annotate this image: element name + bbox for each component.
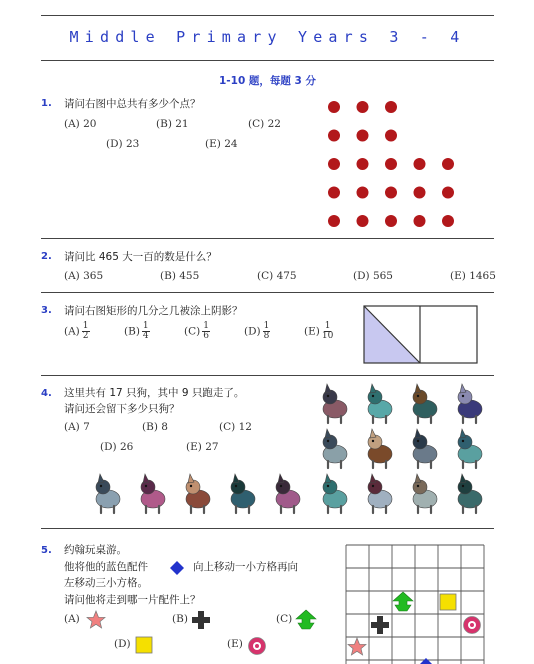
game-board bbox=[346, 545, 484, 664]
q2-option-c[interactable]: (C) 475 bbox=[257, 270, 297, 282]
q1-option-b[interactable]: (B) 21 bbox=[156, 118, 189, 130]
q1-option-a[interactable]: (A) 20 bbox=[64, 118, 97, 130]
question-1-text: 请问右图中总共有多少个点？ bbox=[64, 98, 201, 110]
green-arrow-icon bbox=[296, 610, 316, 630]
dog-icon bbox=[413, 384, 437, 423]
q2-option-a[interactable]: (A) 365 bbox=[64, 270, 104, 282]
board-dark-cross-piece bbox=[371, 616, 389, 634]
question-4-number: 4. bbox=[41, 388, 52, 399]
star-icon bbox=[87, 611, 105, 629]
separator-4 bbox=[41, 528, 494, 529]
denominator: 4 bbox=[142, 331, 149, 341]
board-magenta-ring-piece bbox=[464, 617, 481, 634]
q1-option-c[interactable]: (C) 22 bbox=[248, 118, 281, 130]
dog-icon bbox=[231, 474, 255, 513]
q3-option-e-label: (E) bbox=[304, 325, 320, 338]
dog-icon bbox=[323, 429, 347, 468]
q5-option-c-label: (C) bbox=[276, 613, 293, 625]
q3-option-d-label: (D) bbox=[244, 325, 261, 338]
dark-cross-icon bbox=[192, 611, 210, 629]
yellow-square-icon bbox=[135, 636, 153, 654]
board-star-piece bbox=[348, 638, 366, 655]
q3-option-a-label: (A) bbox=[64, 325, 80, 338]
dog-icon bbox=[323, 474, 347, 513]
board-yellow-square-piece bbox=[440, 594, 456, 610]
question-2-number: 2. bbox=[41, 251, 52, 262]
board-grid bbox=[346, 545, 484, 664]
q4-option-a[interactable]: (A) 7 bbox=[64, 421, 90, 433]
q5-option-b-label: (B) bbox=[172, 613, 188, 625]
dog-icon bbox=[323, 384, 347, 423]
numerator: 1 bbox=[142, 321, 149, 331]
question-5-number: 5. bbox=[41, 545, 52, 556]
question-2-text: 请问比 465 大一百的数是什么？ bbox=[64, 251, 217, 263]
section-subtitle: 1-10 题，每题 3 分 bbox=[218, 75, 317, 87]
page-title: Middle Primary Years 3 - 4 bbox=[69, 28, 466, 46]
dog-icon bbox=[186, 474, 210, 513]
denominator: 2 bbox=[82, 331, 89, 341]
dog-icon bbox=[458, 384, 482, 423]
numerator: 1 bbox=[82, 321, 89, 331]
q4-option-b[interactable]: (B) 8 bbox=[142, 421, 168, 433]
dog-icon bbox=[413, 429, 437, 468]
question-5-line-5: 请问他将走到哪一片配件上？ bbox=[64, 594, 201, 606]
question-3-number: 3. bbox=[41, 305, 52, 316]
q5-option-e-label: (E) bbox=[227, 638, 243, 650]
q5-option-d-label: (D) bbox=[114, 638, 131, 650]
numerator: 1 bbox=[263, 321, 270, 331]
blue-diamond-icon bbox=[170, 561, 184, 575]
question-1-number: 1. bbox=[41, 98, 52, 109]
q5-option-c[interactable] bbox=[276, 613, 292, 625]
q1-option-d[interactable]: (D) 23 bbox=[106, 138, 140, 150]
q4-option-c[interactable]: (C) 12 bbox=[219, 421, 252, 433]
dog-icon bbox=[458, 429, 482, 468]
dog-icon bbox=[368, 474, 392, 513]
denominator: 6 bbox=[203, 331, 209, 341]
dog-icon bbox=[96, 474, 120, 513]
q5-option-d[interactable] bbox=[114, 638, 131, 650]
board-blue-diamond-piece bbox=[419, 658, 433, 664]
q1-option-e[interactable]: (E) 24 bbox=[205, 138, 238, 150]
dog-icon bbox=[276, 474, 300, 513]
denominator: 8 bbox=[263, 331, 270, 341]
question-5-line-4: 左移动三小方格。 bbox=[64, 577, 148, 589]
q3-option-b-label: (B) bbox=[124, 325, 140, 338]
q5-option-a-label: (A) bbox=[64, 613, 80, 625]
q4-option-e[interactable]: (E) 27 bbox=[186, 441, 219, 453]
numerator: 1 bbox=[324, 321, 331, 331]
question-5-line-1: 约翰玩桌游。 bbox=[64, 544, 127, 556]
dog-icon bbox=[413, 474, 437, 513]
dog-icon bbox=[368, 429, 392, 468]
q2-option-d[interactable]: (D) 565 bbox=[353, 270, 393, 282]
q3-option-c-label: (C) bbox=[184, 325, 201, 338]
denominator: 10 bbox=[321, 331, 334, 341]
question-3-text: 请问右图矩形的几分之几被涂上阴影？ bbox=[64, 305, 243, 317]
q5-option-e[interactable] bbox=[227, 638, 243, 650]
dog-icon bbox=[458, 474, 482, 513]
magenta-ring-icon bbox=[247, 636, 267, 656]
question-5-line-2: 他将他的蓝色配件 bbox=[64, 561, 148, 573]
question-4-line-2: 请问还会留下多少只狗？ bbox=[64, 403, 180, 415]
q2-option-b[interactable]: (B) 455 bbox=[160, 270, 200, 282]
q2-option-e[interactable]: (E) 1465 bbox=[450, 270, 496, 282]
question-4-line-1: 这里共有 17 只狗，其中 9 只跑走了。 bbox=[64, 387, 245, 399]
q5-option-b[interactable] bbox=[172, 613, 188, 625]
q4-option-d[interactable]: (D) 26 bbox=[100, 441, 134, 453]
numerator: 1 bbox=[203, 321, 209, 331]
dog-icon bbox=[368, 384, 392, 423]
board-green-arrow-piece bbox=[393, 592, 413, 611]
question-5-line-3: 向上移动一小方格再向 bbox=[193, 561, 298, 573]
dog-icon bbox=[141, 474, 165, 513]
q5-option-a[interactable] bbox=[64, 613, 80, 625]
